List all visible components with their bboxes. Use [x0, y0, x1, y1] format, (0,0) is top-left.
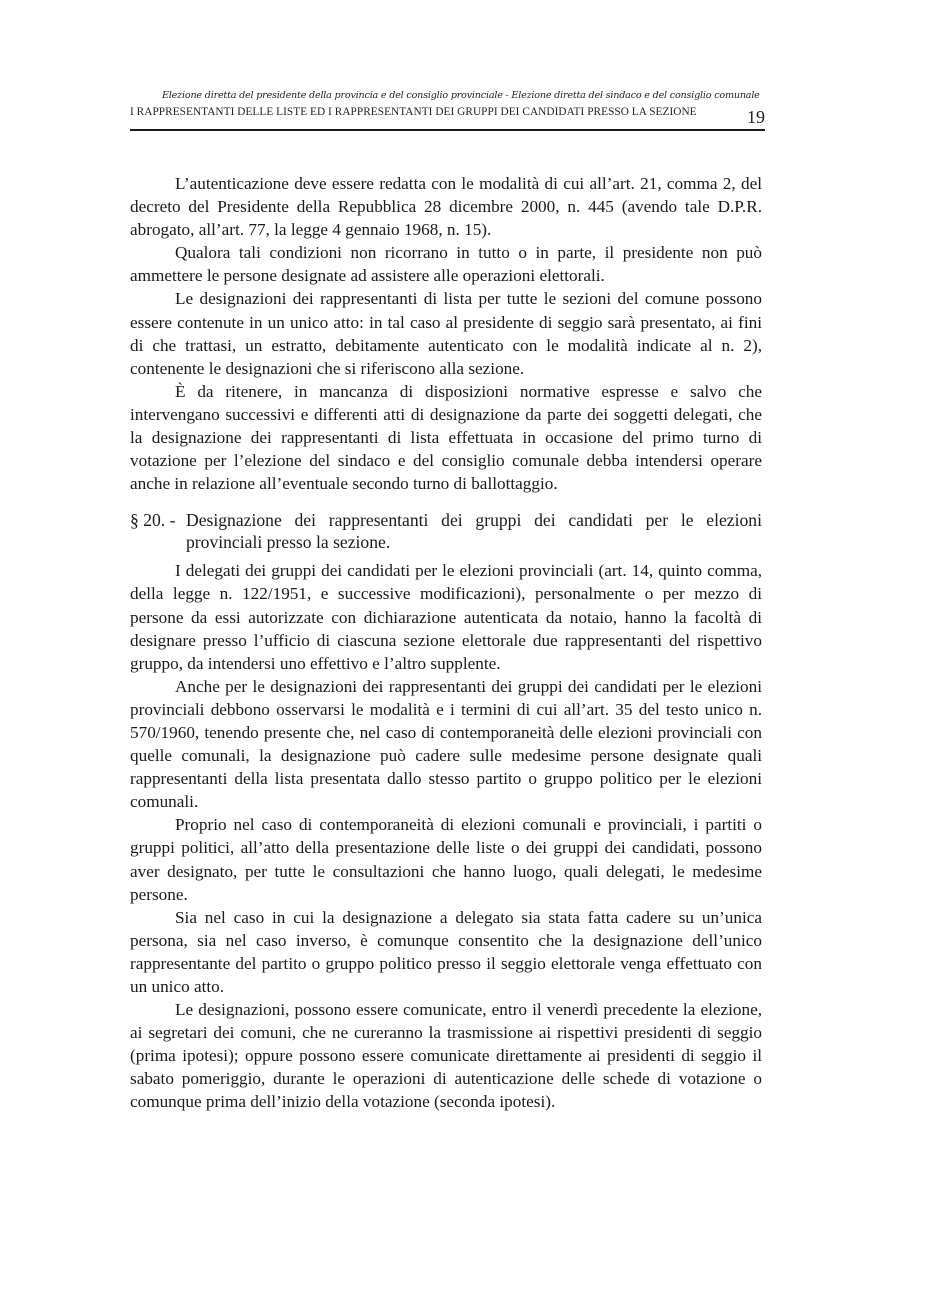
paragraph: È da ritenere, in mancanza di disposizioni normative espresse e salvo che intervengano successivi e differenti atti di designazione da parte dei soggetti delegati, che la designazione dei rappresentanti di lista effettuata in occasione del primo turno di votazione per l’elezione del sindaco e del consiglio comunale debba intendersi operare anche in relazione all’eventuale secondo turno di ballottaggio.	[130, 381, 762, 494]
section-title: Designazione dei rappresentanti dei gruppi dei candidati per le elezioni provinciali presso la sezione.	[186, 510, 762, 553]
paragraph: Proprio nel caso di contemporaneità di elezioni comunali e provinciali, i partiti o gruppi politici, all’atto della presentazione delle liste o dei gruppi dei candidati, possono aver designato, per tutte le consultazioni che hanno luogo, quali delegati, le medesime persone.	[130, 815, 762, 904]
paragraph: Le designazioni, possono essere comunicate, entro il venerdì precedente la elezione, ai segretari dei comuni, che ne cureranno la trasmissione ai rispettivi presidenti di seggio (prima ipotesi); oppure possono essere comunicate direttamente ai presidenti di seggio il sabato pomeriggio, durante le operazioni di autenticazione delle schede di votazione o comunque prima dell’inizio della votazione (seconda ipotesi).	[130, 1000, 762, 1112]
running-head-title: Elezione diretta del presidente della provincia e del consiglio provinciale - Elezione diretta del sindaco e del consiglio comunale	[162, 90, 760, 101]
header-rule	[130, 129, 765, 131]
section-heading	[130, 509, 762, 553]
paragraph: Qualora tali condizioni non ricorrano in tutto o in parte, il presidente non può ammettere le persone designate ad assistere alle operazioni elettorali.	[130, 243, 762, 286]
section-number: § 20. -	[130, 510, 176, 531]
page-number: 19	[747, 107, 765, 127]
paragraph: I delegati dei gruppi dei candidati per le elezioni provinciali (art. 14, quinto comma, della legge n. 122/1951, e successive modificazioni), personalmente o per mezzo di persone da essi autorizzate con dichiarazione autenticata da notaio, hanno la facoltà di designare presso l’ufficio di ciascuna sezione elettorale due rappresentanti del rispettivo gruppo, da intendersi uno effettivo e l’altro supplente.	[130, 561, 762, 673]
paragraph: Anche per le designazioni dei rappresentanti dei gruppi dei candidati per le elezioni provinciali debbono osservarsi le modalità e i termini di cui all’art. 35 del testo unico n. 570/1960, tenendo presente che, nel caso di contemporaneità delle elezioni provinciali con quelle comunali, la designazione può cadere sulle medesime persone designate quali rappresentanti della lista presentata dallo stesso partito o gruppo politico per le elezioni comunali.	[130, 676, 762, 812]
paragraph: L’autenticazione deve essere redatta con le modalità di cui all’art. 21, comma 2, del decreto del Presidente della Repubblica 28 dicembre 2000, n. 445 (avendo tale D.P.R. abrogato, all’art. 77, la legge 4 gennaio 1968, n. 15).	[130, 174, 762, 240]
body-text	[130, 172, 762, 1114]
paragraph: Le designazioni dei rappresentanti di lista per tutte le sezioni del comune possono essere contenute in un unico atto: in tal caso al presidente di seggio sarà presentato, ai fini di che trattasi, un estratto, debitamente autenticato con le modalità indicate al n. 2), contenente le designazioni che si riferiscono alla sezione.	[130, 289, 762, 378]
running-head-chapter: I RAPPRESENTANTI DELLE LISTE ED I RAPPRESENTANTI DEI GRUPPI DEI CANDIDATI PRESSO LA SEZIONE	[130, 106, 697, 118]
paragraph: Sia nel caso in cui la designazione a delegato sia stata fatta cadere su un’unica persona, sia nel caso inverso, è comunque consentito che la designazione dell’unico rappresentante del partito o gruppo politico presso il seggio elettorale venga effettuato con un unico atto.	[130, 907, 762, 996]
